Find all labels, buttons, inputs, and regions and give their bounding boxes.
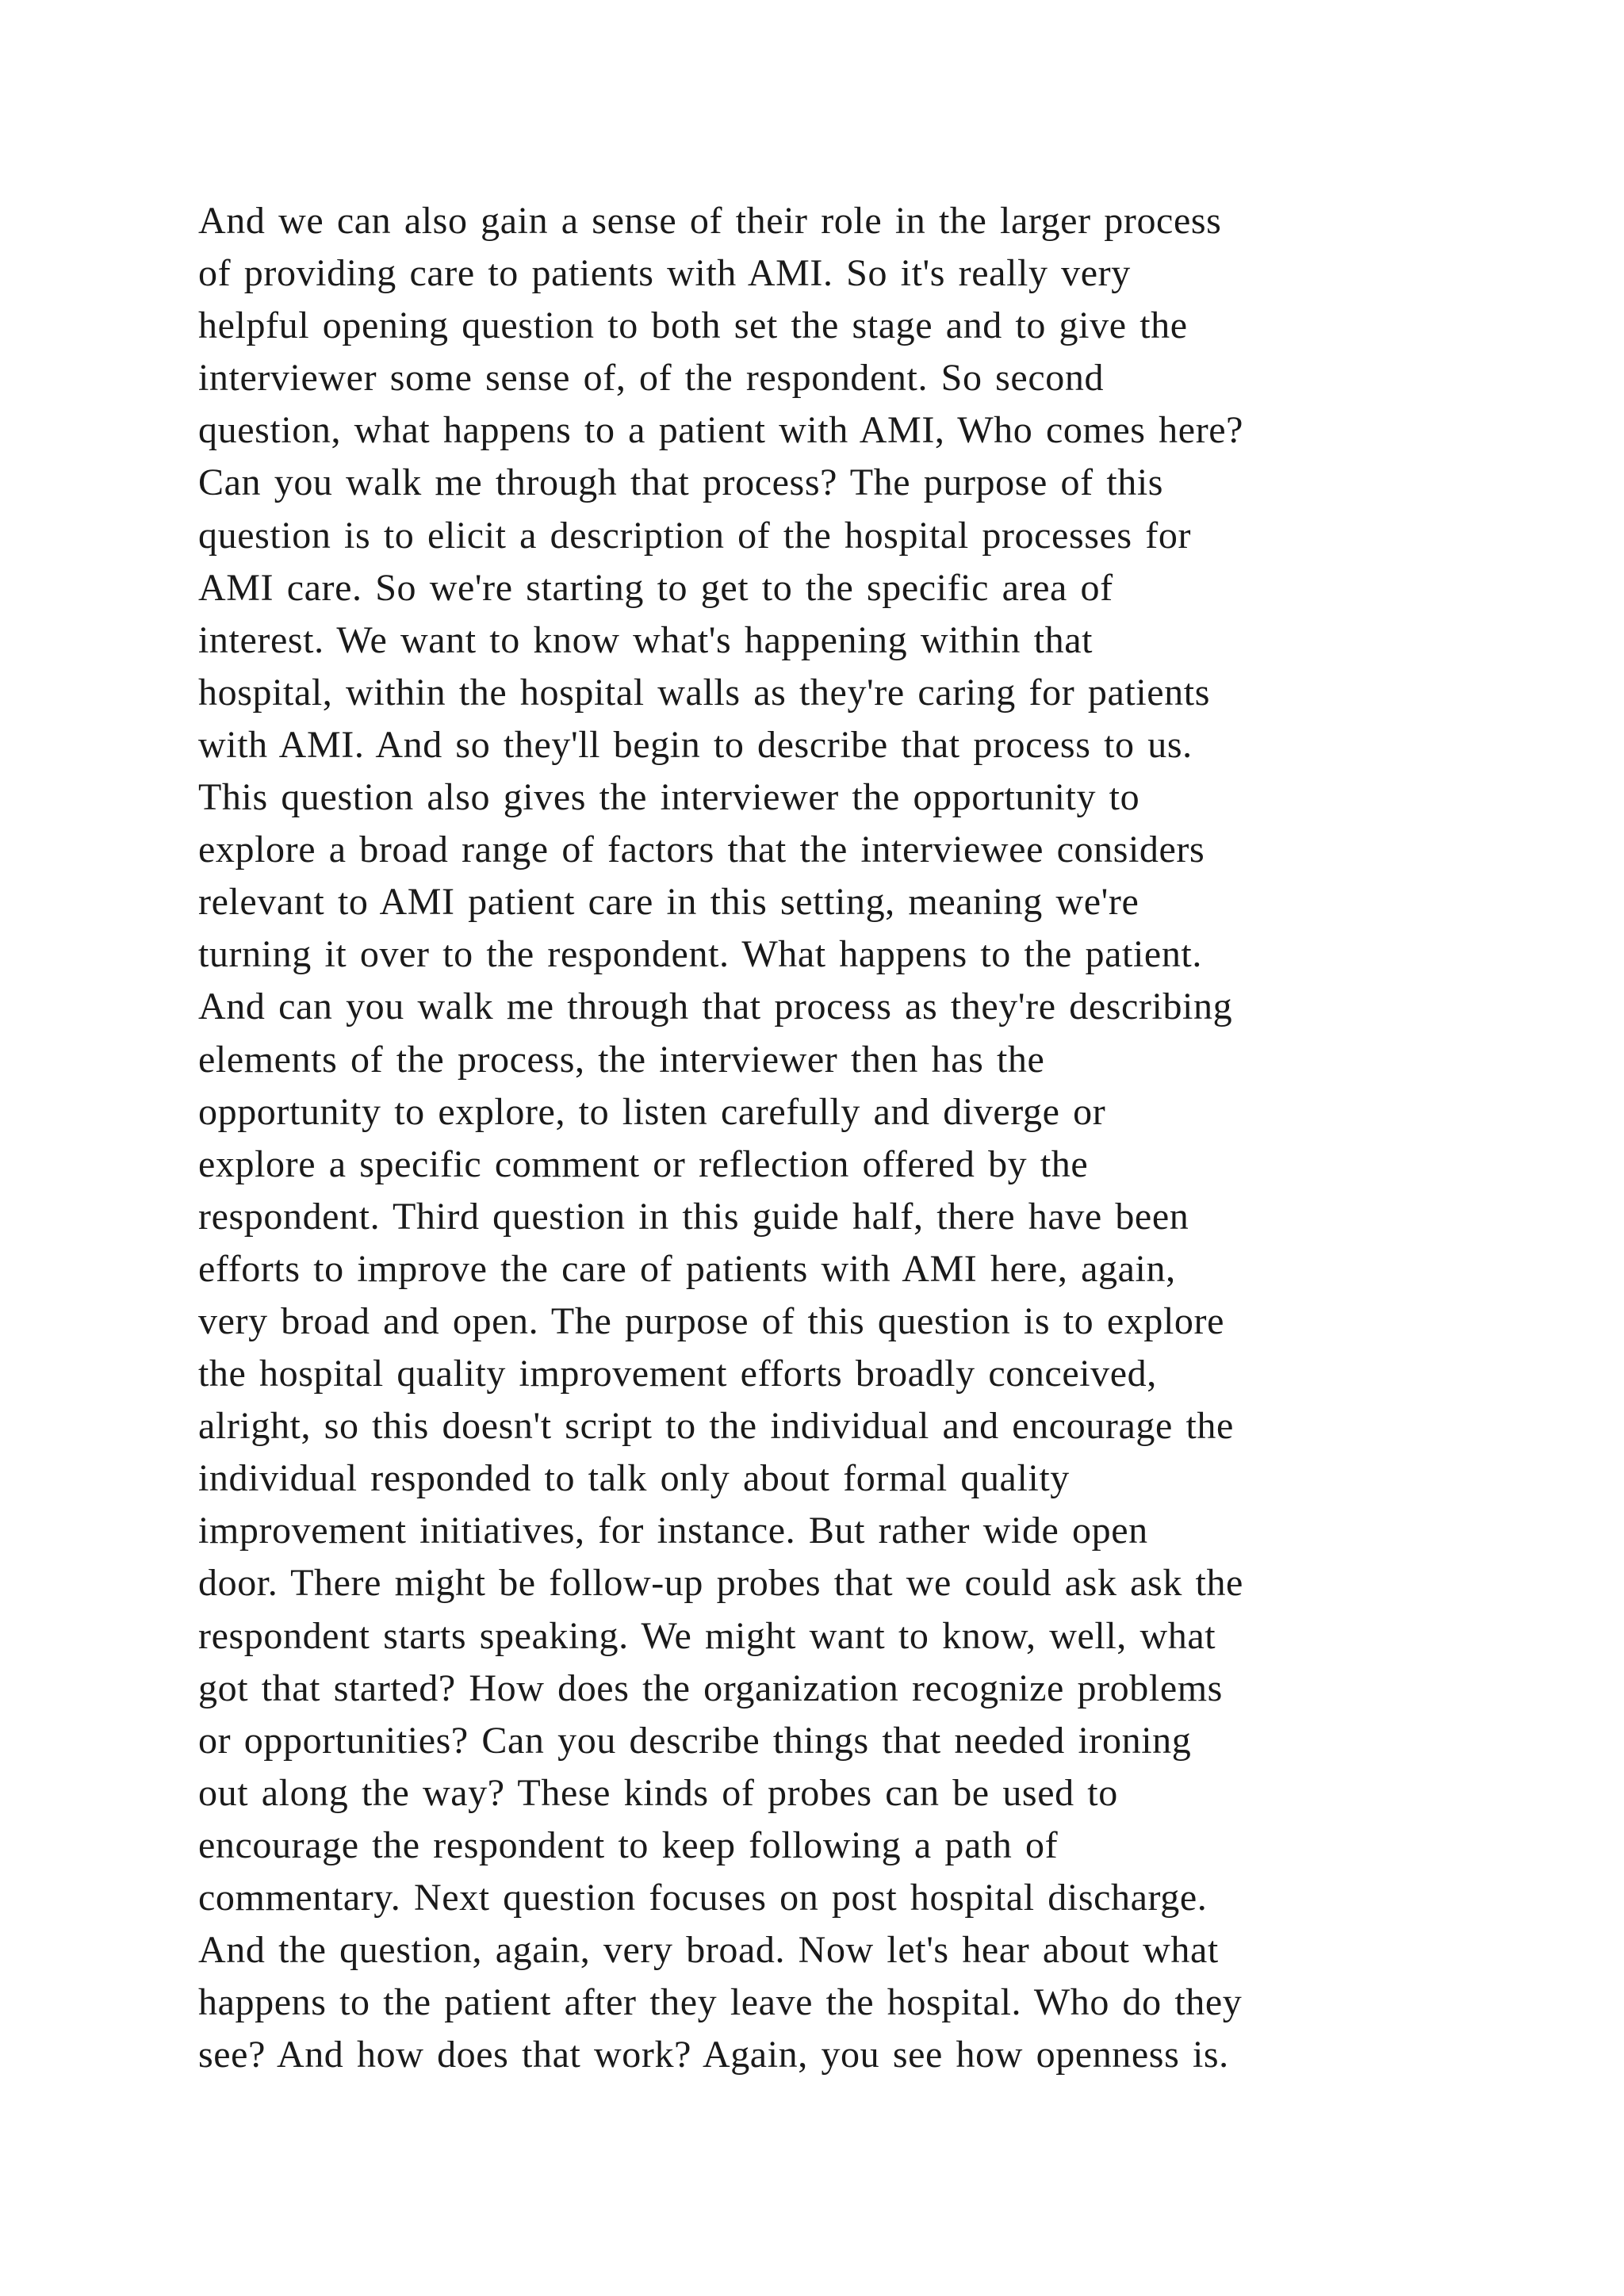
text-line-23: the hospital quality improvement efforts broadly conceived, — [198, 1353, 1157, 1395]
text-line-7: question is to elicit a description of the hospital processes for — [198, 514, 1192, 557]
text-line-2: of providing care to patients with AMI. So it's really very — [198, 252, 1131, 295]
text-line-20: respondent. Third question in this guide half, there have been — [198, 1195, 1189, 1238]
text-line-17: elements of the process, the interviewer then has the — [198, 1038, 1045, 1081]
text-line-22: very broad and open. The purpose of this question is to explore — [198, 1299, 1224, 1342]
text-line-35: happens to the patient after they leave the hospital. Who do they — [198, 1981, 1243, 2024]
text-line-25: individual responded to talk only about formal quality — [198, 1457, 1070, 1500]
text-line-1: And we can also gain a sense of their role in the larger process — [198, 200, 1222, 242]
text-line-4: interviewer some sense of, of the respondent. So second — [198, 357, 1105, 400]
text-line-30: or opportunities? Can you describe things that needed ironing — [198, 1719, 1192, 1762]
text-line-28: respondent starts speaking. We might want to know, well, what — [198, 1614, 1216, 1657]
text-line-9: interest. We want to know what's happening within that — [198, 618, 1094, 661]
transcript-paragraph — [198, 195, 1435, 2081]
text-line-11: with AMI. And so they'll begin to describe that process to us. — [198, 723, 1193, 766]
text-line-8: AMI care. So we're starting to get to the specific area of — [198, 566, 1113, 609]
text-line-26: improvement initiatives, for instance. But rather wide open — [198, 1510, 1148, 1552]
text-line-18: opportunity to explore, to listen carefully and diverge or — [198, 1090, 1106, 1133]
text-line-21: efforts to improve the care of patients with AMI here, again, — [198, 1247, 1176, 1290]
text-line-16: And can you walk me through that process as they're describing — [198, 985, 1233, 1028]
text-line-24: alright, so this doesn't script to the individual and encourage the — [198, 1405, 1234, 1448]
text-line-32: encourage the respondent to keep following a path of — [198, 1823, 1059, 1866]
text-line-33: commentary. Next question focuses on post hospital discharge. — [198, 1877, 1208, 1919]
text-line-3: helpful opening question to both set the stage and to give the — [198, 304, 1188, 347]
text-line-19: explore a specific comment or reflection offered by the — [198, 1142, 1089, 1185]
text-line-5: question, what happens to a patient with AMI, Who comes here? — [198, 409, 1244, 452]
text-line-34: And the question, again, very broad. Now let's hear about what — [198, 1929, 1219, 1972]
text-line-29: got that started? How does the organization recognize problems — [198, 1667, 1223, 1709]
text-line-15: turning it over to the respondent. What happens to the patient. — [198, 933, 1202, 976]
text-line-27: door. There might be follow-up probes that we could ask ask the — [198, 1562, 1243, 1605]
text-line-14: relevant to AMI patient care in this setting, meaning we're — [198, 881, 1139, 924]
text-line-13: explore a broad range of factors that the interviewee considers — [198, 828, 1205, 871]
text-line-31: out along the way? These kinds of probes can be used to — [198, 1771, 1118, 1814]
text-line-36: see? And how does that work? Again, you see how openness is. — [198, 2034, 1229, 2076]
text-line-6: Can you walk me through that process? The purpose of this — [198, 461, 1164, 504]
text-line-10: hospital, within the hospital walls as they're caring for patients — [198, 671, 1210, 714]
text-line-12: This question also gives the interviewer the opportunity to — [198, 776, 1140, 819]
